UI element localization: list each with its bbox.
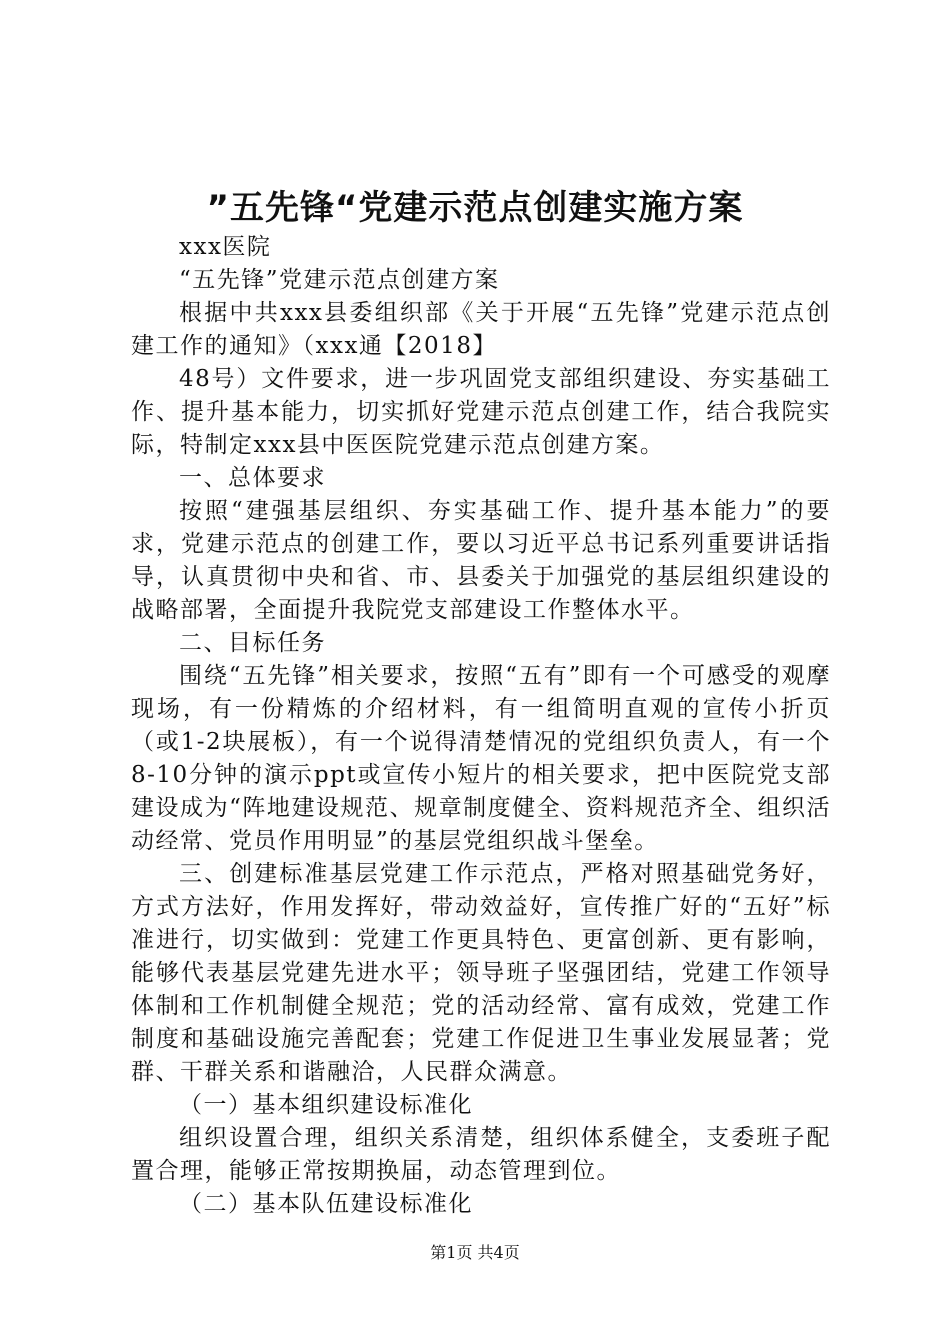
paragraph-plan-title: “五先锋”党建示范点创建方案 <box>179 267 500 293</box>
section-heading-target-tasks: 二、目标任务 <box>179 630 326 656</box>
paragraph-organization: 组织设置合理，组织关系清楚，组织体系健全，支委班子配置合理，能够正常按期换届，动态管理到位。 <box>131 1125 831 1184</box>
paragraph-target-tasks: 围绕“五先锋”相关要求，按照“五有”即有一个可感受的观摩现场，有一份精炼的介绍材料，有一组简明直观的宣传小折页（或1-2块展板），有一个说得清楚情况的党组织负责人，有一个8-10分钟的演示ppt或宣传小短片的相关要求，把中医院党支部建设成为“阵地建设规范、规章制度健全、资料规范齐全、组织活动经常、党员作用明显”的基层党组织战斗堡垒。 <box>131 663 831 854</box>
paragraph-basis: 根据中共xxx县委组织部《关于开展“五先锋”党建示范点创建工作的通知》（xxx通【2018】 <box>131 300 831 359</box>
paragraph-creation-standards: 三、创建标准基层党建工作示范点，严格对照基础党务好，方式方法好，作用发挥好，带动效益好，宣传推广好的“五好”标准进行，切实做到：党建工作更具特色、更富创新、更有影响，能够代表基层党建先进水平；领导班子坚强团结，党建工作领导体制和工作机制健全规范；党的活动经常、富有成效，党建工作制度和基础设施完善配套；党建工作促进卫生事业发展显著；党群、干群关系和谐融洽，人民群众满意。 <box>131 861 831 1085</box>
subsection-heading-organization: （一）基本组织建设标准化 <box>179 1092 473 1118</box>
paragraph-purpose: 48号）文件要求，进一步巩固党支部组织建设、夯实基础工作、提升基本能力，切实抓好党建示范点创建工作，结合我院实际，特制定xxx县中医医院党建示范点创建方案。 <box>131 366 831 458</box>
paragraph-general-requirements: 按照“建强基层组织、夯实基础工作、提升基本能力”的要求，党建示范点的创建工作，要以习近平总书记系列重要讲话指导，认真贯彻中央和省、市、县委关于加强党的基层组织建设的战略部署，全面提升我院党支部建设工作整体水平。 <box>131 498 831 623</box>
document-body <box>131 231 831 1221</box>
section-heading-general-requirements: 一、总体要求 <box>179 465 326 491</box>
page-number-footer: 第1页 共4页 <box>430 1243 520 1262</box>
subsection-heading-team: （二）基本队伍建设标准化 <box>179 1191 473 1217</box>
document-title: ”五先锋“党建示范点创建实施方案 <box>206 188 744 228</box>
paragraph-hospital-name: xxx医院 <box>179 234 272 260</box>
